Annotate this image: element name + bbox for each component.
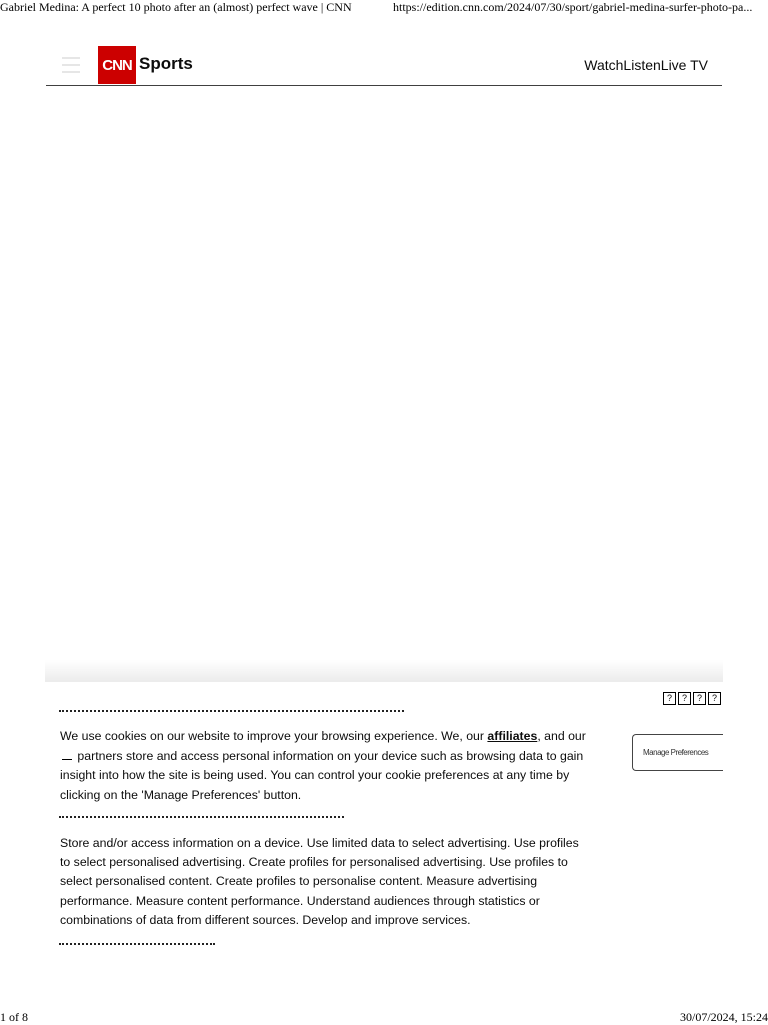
cookie-consent-banner <box>45 682 723 1002</box>
consent-purposes-text: Store and/or access information on a device. Use limited data to select advertising. Use profiles to select personalised advertising. Create profiles for personalised advertising. Use profiles to select personalised content. Create profiles to personalise content. Measure advertising performance. Measure content performance. Understand audiences through statistics or combinations of data from different sources. Develop and improve services. <box>60 836 579 927</box>
watch-link[interactable]: Watch <box>584 57 624 73</box>
consent-subheading-clipped <box>59 816 344 821</box>
print-page-number: 1 of 8 <box>0 1010 28 1024</box>
print-page-url: https://edition.cnn.com/2024/07/30/sport/gabriel-medina-surfer-photo-pa... <box>393 0 753 14</box>
consent-heading-clipped <box>59 710 404 715</box>
cnn-logo[interactable]: CNN <box>98 46 136 84</box>
manage-preferences-button[interactable]: Manage Preferences <box>632 734 723 771</box>
close-icon[interactable]: ? ? ? ? <box>663 692 721 705</box>
live-tv-link[interactable]: Live TV <box>660 57 708 73</box>
print-header <box>0 0 768 16</box>
site-header <box>46 46 722 86</box>
partners-link[interactable] <box>62 750 72 760</box>
print-footer <box>0 1008 768 1024</box>
consent-intro-text: We use cookies on our website to improve your browsing experience. We, our affiliates, and our partners store and access personal information on your device such as browsing data to gain insight into how the site is being used. You can control your cookie preferences at any time by clicking on the 'Manage Preferences' button. <box>60 729 586 802</box>
top-nav <box>584 57 708 73</box>
affiliates-link[interactable]: affiliates <box>487 729 538 743</box>
menu-icon[interactable] <box>62 57 80 73</box>
vendor-list-link-clipped[interactable] <box>59 943 215 948</box>
listen-link[interactable]: Listen <box>623 57 661 73</box>
section-name[interactable]: Sports <box>139 54 193 73</box>
consent-shadow <box>45 660 723 682</box>
print-datetime: 30/07/2024, 15:24 <box>679 1010 768 1024</box>
print-page-title: Gabriel Medina: A perfect 10 photo after an (almost) perfect wave | CNN <box>0 0 352 14</box>
